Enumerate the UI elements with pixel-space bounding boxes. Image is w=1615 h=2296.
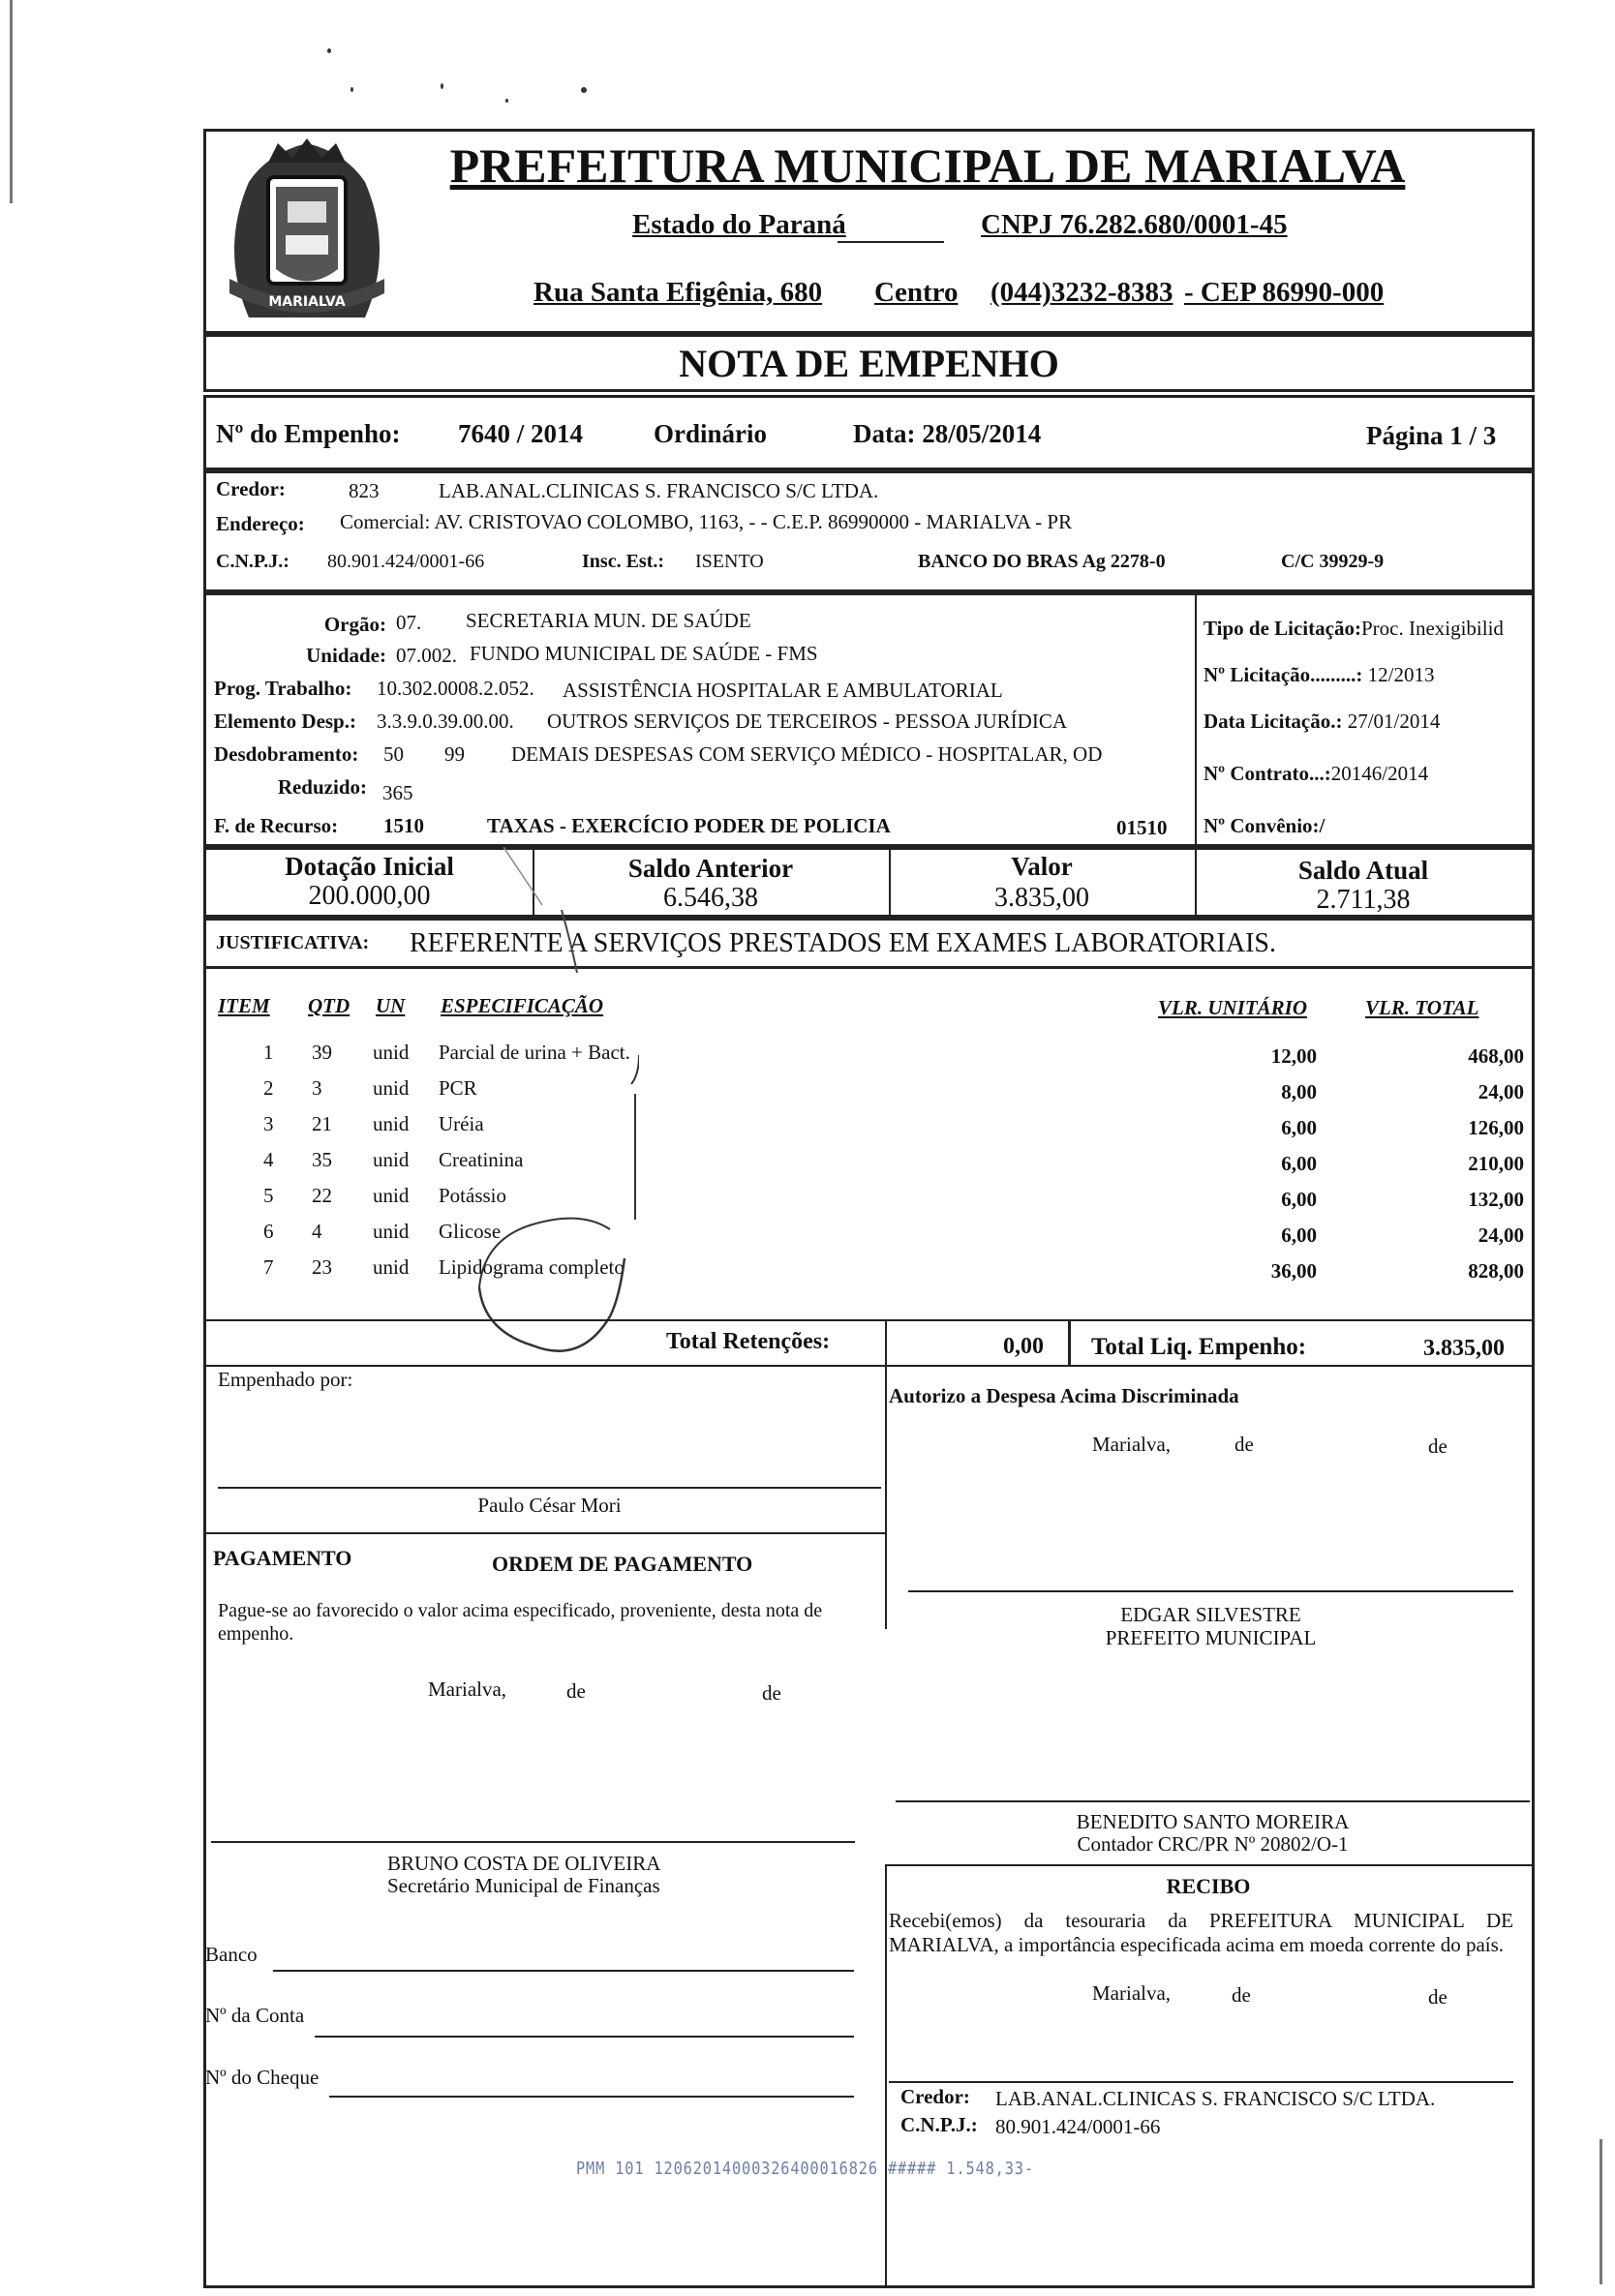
- licitacao-tipo: Proc. Inexigibilid: [1360, 617, 1504, 640]
- item-unit: unid: [373, 1076, 410, 1100]
- credor-address: Comercial: AV. CRISTOVAO COLOMBO, 1163, - - C.E.P. 86990000 - MARIALVA - PR: [340, 510, 1073, 533]
- table-row: [0, 1220, 1549, 1255]
- item-description: Uréia: [439, 1112, 484, 1135]
- secretario-role: Secretário Municipal de Finanças: [387, 1874, 660, 1897]
- item-description: Creatinina: [439, 1148, 524, 1171]
- credor-code: 823: [349, 479, 380, 502]
- item-qtd: 3: [312, 1076, 322, 1100]
- handwritten-bracket-icon: [465, 1055, 639, 1423]
- col-header-vlr-unit: VLR. UNITÁRIO: [1158, 996, 1308, 1019]
- cep-label: - CEP 86990-000: [1184, 277, 1385, 308]
- state-underline-gap: [838, 241, 944, 243]
- prog-name: ASSISTÊNCIA HOSPITALAR E AMBULATORIAL: [563, 679, 1003, 702]
- autorizo-label: Autorizo a Despesa Acima Discriminada: [889, 1384, 1239, 1407]
- insc-label: Insc. Est.:: [582, 551, 665, 572]
- item-unit: unid: [373, 1220, 410, 1243]
- licitacao-num-row: [1204, 663, 1435, 687]
- autorizo-de-2: de: [1428, 1435, 1447, 1458]
- recibo-de-1: de: [1232, 1983, 1251, 2007]
- elem-label: Elemento Desp.:: [214, 710, 356, 733]
- recibo-cnpj-label: C.N.P.J.:: [900, 2113, 978, 2136]
- cheque-line[interactable]: [329, 2096, 854, 2098]
- licitacao-data-row: [1204, 710, 1440, 734]
- reduzido-value: 365: [382, 781, 413, 804]
- pagamento-top-line: [206, 1532, 885, 1534]
- scan-speck: [505, 99, 508, 103]
- bank-account: C/C 39929-9: [1281, 551, 1385, 572]
- recibo-left-line: [885, 1864, 887, 2288]
- scan-speck: [327, 48, 331, 53]
- table-row: [0, 1255, 1549, 1291]
- unidade-name: FUNDO MUNICIPAL DE SAÚDE - FMS: [470, 642, 818, 665]
- budget-divider: [1195, 595, 1197, 844]
- item-unit-price: 6,00: [1281, 1224, 1317, 1247]
- scan-edge-line: [10, 0, 13, 203]
- empenho-box: [203, 395, 1535, 470]
- orgao-name: SECRETARIA MUN. DE SAÚDE: [466, 609, 751, 632]
- address-field-label: Endereço:: [216, 512, 305, 535]
- prog-label: Prog. Trabalho:: [214, 677, 352, 700]
- budget-box: [203, 592, 1535, 847]
- table-row: [0, 1041, 1549, 1076]
- recurso-label: F. de Recurso:: [214, 814, 339, 837]
- saldo-atual-label: Saldo Atual: [1297, 856, 1429, 885]
- scan-edge-line: [1600, 2139, 1602, 2284]
- item-qtd: 35: [312, 1148, 332, 1171]
- item-qtd: 4: [312, 1220, 322, 1243]
- handwritten-mark-icon: [503, 847, 620, 973]
- recibo-de-2: de: [1428, 1985, 1447, 2009]
- item-description: Glicose: [439, 1220, 502, 1243]
- empenhado-signature-line: [218, 1487, 881, 1489]
- elem-code: 3.3.9.0.39.00.00.: [377, 710, 514, 733]
- saldo-atual-value: 2.711,38: [1316, 885, 1411, 915]
- phone-label: (044)3232-8383: [990, 277, 1173, 308]
- recibo-top-line: [885, 1864, 1532, 1866]
- table-row: [0, 1112, 1549, 1148]
- item-description: Potássio: [439, 1184, 507, 1207]
- state-label: Estado do Paraná: [632, 209, 846, 240]
- credor-name: LAB.ANAL.CLINICAS S. FRANCISCO S/C LTDA.: [439, 479, 879, 502]
- scan-speck: [441, 83, 443, 89]
- empenho-type: Ordinário: [654, 419, 768, 448]
- desd-label: Desdobramento:: [214, 742, 359, 766]
- district-label: Centro: [874, 277, 959, 308]
- retencoes-divider-2: [1068, 1321, 1071, 1365]
- col-header-un: UN: [376, 994, 406, 1017]
- recibo-title: RECIBO: [1166, 1874, 1251, 1898]
- item-unit: unid: [373, 1041, 410, 1064]
- scan-speck: [581, 87, 587, 93]
- empenhado-label: Empenhado por:: [218, 1368, 353, 1391]
- doc-title: NOTA DE EMPENHO: [679, 342, 1059, 385]
- item-qtd: 39: [312, 1041, 332, 1064]
- item-total: 468,00: [1468, 1044, 1524, 1068]
- retencoes-divider-1: [885, 1319, 887, 1629]
- dotacao-value: 200.000,00: [308, 881, 431, 911]
- convenio-label: Nº Convênio:/: [1204, 814, 1326, 837]
- banco-line[interactable]: [273, 1970, 854, 1972]
- item-unit-price: 36,00: [1270, 1259, 1317, 1283]
- secretario-signature-line: [211, 1841, 855, 1843]
- recibo-credor: LAB.ANAL.CLINICAS S. FRANCISCO S/C LTDA.: [995, 2087, 1436, 2110]
- item-total: 24,00: [1478, 1224, 1524, 1247]
- item-number: 3: [263, 1112, 274, 1135]
- dotacao-label: Dotação Inicial: [285, 852, 454, 881]
- saldo-anterior-value: 6.546,38: [663, 883, 758, 913]
- bank-info: BANCO DO BRAS Ag 2278-0: [918, 551, 1166, 572]
- justificativa-box: [203, 918, 1535, 969]
- item-unit: unid: [373, 1112, 410, 1135]
- item-unit: unid: [373, 1148, 410, 1171]
- item-number: 7: [263, 1255, 274, 1279]
- header-box: [203, 129, 1535, 334]
- recibo-signature-line: [889, 2081, 1513, 2083]
- saldo-anterior-label: Saldo Anterior: [627, 854, 794, 883]
- pagamento-de-1: de: [566, 1679, 586, 1703]
- item-total: 126,00: [1468, 1116, 1524, 1139]
- prefeito-name: EDGAR SILVESTRE: [1120, 1603, 1301, 1626]
- cnpj-label: CNPJ 76.282.680/0001-45: [981, 209, 1288, 240]
- licitacao-tipo-label: [1204, 617, 1504, 641]
- item-unit-price: 8,00: [1281, 1080, 1317, 1103]
- item-number: 2: [263, 1076, 274, 1100]
- justificativa-text: REFERENTE A SERVIÇOS PRESTADOS EM EXAMES LABORATORIAIS.: [410, 928, 1277, 958]
- contador-name: BENEDITO SANTO MOREIRA: [1076, 1810, 1350, 1833]
- retencoes-label: Total Retenções:: [666, 1329, 831, 1354]
- autorizo-city: Marialva,: [1092, 1433, 1172, 1456]
- pagamento-de-2: de: [762, 1681, 781, 1705]
- conta-label: Nº da Conta: [205, 2004, 305, 2027]
- item-total: 24,00: [1478, 1080, 1524, 1103]
- item-number: 5: [263, 1184, 274, 1207]
- licitacao-tipo-label-text: Tipo de Licitação:: [1204, 617, 1361, 640]
- col-header-vlr-total: VLR. TOTAL: [1365, 996, 1479, 1019]
- prefeito-signature-line: [908, 1590, 1513, 1592]
- table-row: [0, 1148, 1549, 1184]
- empenho-number-label: Nº do Empenho:: [216, 419, 401, 448]
- pagamento-text: Pague-se ao favorecido o valor acima especificado, proveniente, desta nota de empenho.: [218, 1600, 823, 1645]
- table-row: [0, 1184, 1549, 1220]
- item-qtd: 22: [312, 1184, 332, 1207]
- doc-title-box: [203, 334, 1535, 392]
- page-number: Página 1 / 3: [1366, 421, 1497, 450]
- item-unit-price: 6,00: [1281, 1152, 1317, 1175]
- credor-cnpj: 80.901.424/0001-66: [327, 551, 485, 572]
- totals-box: [203, 847, 1535, 918]
- municipal-crest-icon: [210, 134, 404, 327]
- col-header-espec: ESPECIFICAÇÃO: [441, 994, 604, 1017]
- empenhado-name: Paulo César Mori: [477, 1494, 622, 1517]
- contador-signature-line: [896, 1800, 1530, 1802]
- secretario-name: BRUNO COSTA DE OLIVEIRA: [387, 1852, 661, 1875]
- recurso-code: 1510: [383, 814, 424, 837]
- item-description: Parcial de urina + Bact.: [439, 1041, 630, 1064]
- retencoes-bottom-line: [206, 1365, 1532, 1367]
- credor-box: [203, 470, 1535, 592]
- licitacao-data-label: Data Licitação.:: [1204, 710, 1343, 733]
- banco-label: Banco: [205, 1943, 258, 1966]
- prefeito-role: PREFEITO MUNICIPAL: [1105, 1626, 1317, 1649]
- address-label: Rua Santa Efigênia, 680: [533, 277, 823, 308]
- retencoes-top-line: [206, 1319, 1532, 1321]
- contador-role: Contador CRC/PR Nº 20802/O-1: [1077, 1832, 1349, 1856]
- item-description: PCR: [439, 1076, 477, 1100]
- recurso-name: TAXAS - EXERCÍCIO PODER DE POLICIA: [487, 814, 891, 837]
- valor-value: 3.835,00: [994, 883, 1089, 913]
- scan-speck: [350, 87, 353, 92]
- item-number: 4: [263, 1148, 274, 1171]
- retencoes-value: 0,00: [1003, 1334, 1044, 1359]
- recurso-code-2: 01510: [1116, 816, 1168, 839]
- unidade-label: Unidade:: [306, 644, 386, 667]
- table-row: [0, 1076, 1549, 1112]
- desd-code-2: 99: [444, 742, 465, 766]
- desd-name: DEMAIS DESPESAS COM SERVIÇO MÉDICO - HOSPITALAR, OD: [511, 742, 1103, 766]
- insc-value: ISENTO: [695, 551, 764, 572]
- orgao-code: 07.: [396, 611, 422, 634]
- liquido-value: 3.835,00: [1423, 1336, 1505, 1361]
- prog-code: 10.302.0008.2.052.: [377, 677, 534, 700]
- orgao-label: Orgão:: [323, 613, 386, 636]
- item-total: 132,00: [1468, 1188, 1524, 1211]
- ordem-pagamento-label: ORDEM DE PAGAMENTO: [492, 1552, 753, 1576]
- item-total: 210,00: [1468, 1152, 1524, 1175]
- pagamento-label: PAGAMENTO: [213, 1546, 352, 1570]
- item-number: 1: [263, 1041, 274, 1064]
- item-unit: unid: [373, 1184, 410, 1207]
- contrato-value: 20146/2014: [1330, 762, 1429, 785]
- contrato-label: Nº Contrato...:: [1204, 762, 1331, 785]
- page-title: PREFEITURA MUNICIPAL DE MARIALVA: [449, 138, 1406, 193]
- crest-text: MARIALVA: [268, 294, 346, 310]
- pagamento-city: Marialva,: [428, 1677, 507, 1701]
- licitacao-num: 12/2013: [1367, 663, 1435, 686]
- footer-code: PMM 101 12062014000326400016826 ##### 1.548,33-: [576, 2159, 1034, 2179]
- liquido-label: Total Liq. Empenho:: [1091, 1334, 1307, 1360]
- recibo-cnpj: 80.901.424/0001-66: [995, 2115, 1161, 2138]
- item-unit-price: 6,00: [1281, 1188, 1317, 1211]
- reduzido-label: Reduzido:: [277, 775, 367, 799]
- credor-label: Credor:: [216, 477, 286, 500]
- credor-cnpj-label: C.N.P.J.:: [216, 551, 289, 572]
- item-qtd: 23: [312, 1255, 332, 1279]
- unidade-code: 07.002.: [396, 644, 457, 667]
- item-unit-price: 6,00: [1281, 1116, 1317, 1139]
- recibo-credor-label: Credor:: [900, 2085, 970, 2108]
- recibo-text: Recebi(emos) da tesouraria da PREFEITURA MUNICIPAL DE MARIALVA, a importância especificada acima em moeda corrente do país.: [889, 1909, 1513, 1957]
- item-total: 828,00: [1468, 1259, 1524, 1283]
- autorizo-de-1: de: [1234, 1433, 1254, 1456]
- empenho-number: 7640 / 2014: [458, 419, 584, 448]
- desd-code-1: 50: [383, 742, 404, 766]
- conta-line[interactable]: [315, 2036, 854, 2038]
- justificativa-label: JUSTIFICATIVA:: [216, 932, 370, 953]
- empenho-date: Data: 28/05/2014: [853, 419, 1042, 448]
- elem-name: OUTROS SERVIÇOS DE TERCEIROS - PESSOA JURÍDICA: [547, 710, 1068, 733]
- item-unit: unid: [373, 1255, 410, 1279]
- licitacao-data: 27/01/2014: [1347, 710, 1441, 733]
- item-unit-price: 12,00: [1270, 1044, 1317, 1068]
- cheque-label: Nº do Cheque: [205, 2066, 320, 2089]
- item-qtd: 21: [312, 1112, 332, 1135]
- item-description: Lipidograma completo: [439, 1255, 625, 1279]
- item-number: 6: [263, 1220, 274, 1243]
- col-header-qtd: QTD: [308, 994, 350, 1017]
- col-header-item: ITEM: [218, 994, 270, 1017]
- licitacao-num-label: Nº Licitação.........:: [1204, 663, 1363, 686]
- valor-label: Valor: [1011, 852, 1073, 881]
- recibo-city: Marialva,: [1092, 1981, 1172, 2005]
- contrato-row: [1204, 762, 1428, 786]
